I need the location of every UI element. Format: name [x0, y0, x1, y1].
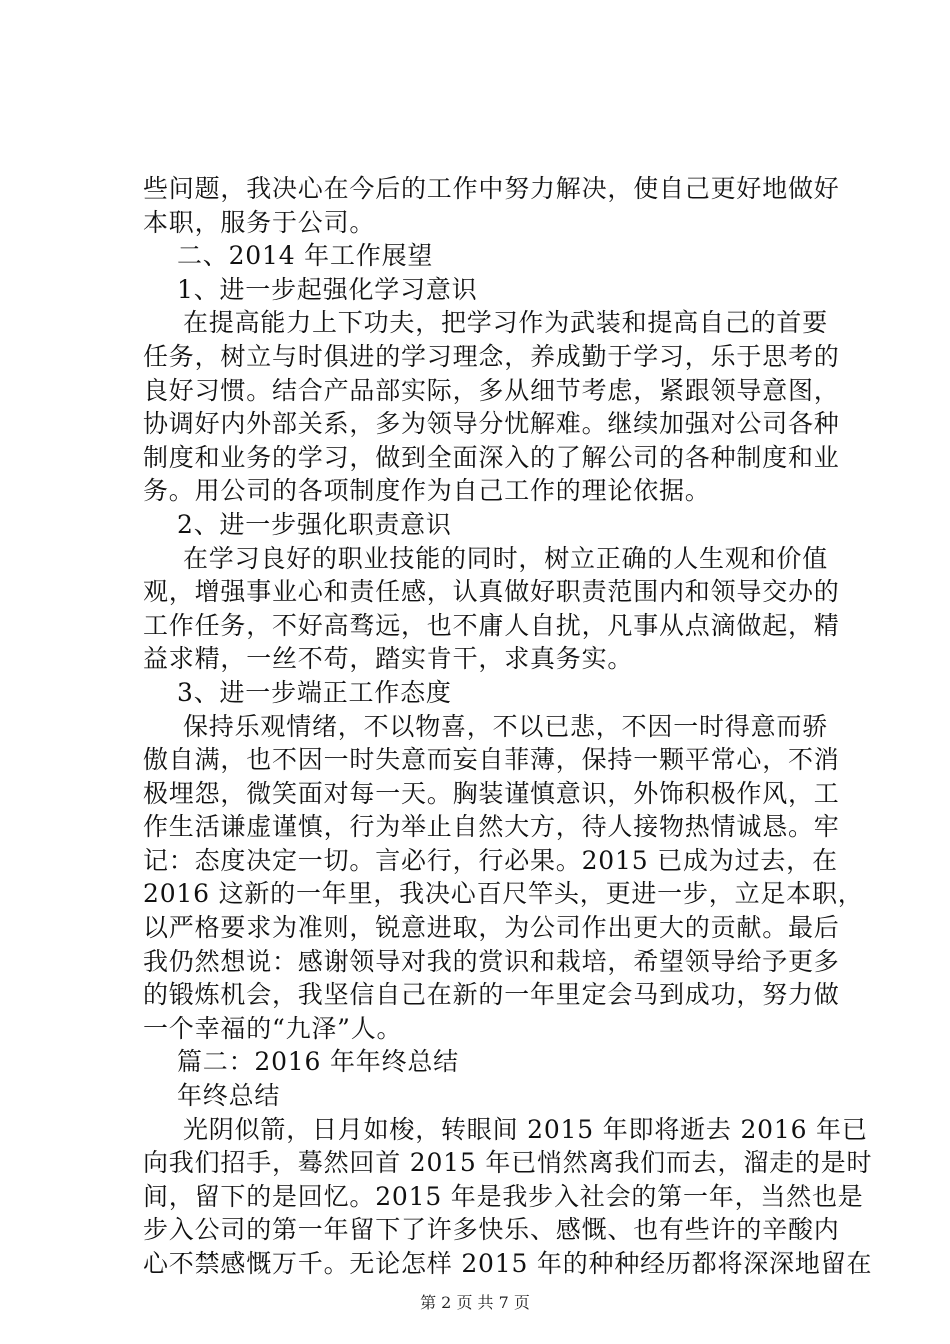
body-line: 作生活谦虚谨慎，行为举止自然大方，待人接物热情诚恳。牢: [143, 812, 840, 842]
body-line: 我仍然想说：感谢领导对我的赏识和栽培，希望领导给予更多: [143, 946, 840, 976]
page-number-footer: 第 2 页 共 7 页: [420, 1293, 530, 1312]
body-line: 一个幸福的“九泽”人。: [143, 1013, 403, 1043]
body-line: 良好习惯。结合产品部实际，多从细节考虑，紧跟领导意图，: [143, 375, 840, 405]
body-line: 步入公司的第一年留下了许多快乐、感慨、也有些许的辛酸内: [143, 1215, 840, 1245]
paragraph-first-line: 在提高能力上下功夫，把学习作为武装和提高自己的首要: [183, 308, 829, 338]
document-body: [143, 172, 873, 1281]
body-line: 以严格要求为准则，锐意进取，为公司作出更大的贡献。最后: [143, 913, 840, 943]
body-line: 心不禁感慨万千。无论怎样 2015 年的种种经历都将深深地留在: [143, 1249, 873, 1278]
body-line: 观，增强事业心和责任感，认真做好职责范围内和领导交办的: [143, 577, 840, 607]
paragraph-first-line: 光阴似箭，日月如梭，转眼间 2015 年即将逝去 2016 年已: [183, 1114, 868, 1144]
body-line: 任务，树立与时俱进的学习理念，养成勤于学习，乐于思考的: [143, 341, 840, 371]
subsection-heading: 1、进一步起强化学习意识: [177, 274, 478, 304]
body-line: 协调好内外部关系，多为领导分忧解难。继续加强对公司各种: [143, 409, 840, 439]
subsection-heading: 3、进一步端正工作态度: [177, 677, 452, 707]
body-line: 极埋怨，微笑面对每一天。胸装谨慎意识，外饰积极作风，工: [143, 778, 840, 808]
body-line: 制度和业务的学习，做到全面深入的了解公司的各种制度和业: [143, 442, 840, 472]
body-line: 工作任务，不好高骛远，也不庸人自扰，凡事从点滴做起，精: [143, 610, 840, 640]
section-heading: 二、2014 年工作展望: [177, 241, 434, 271]
paragraph-first-line: 保持乐观情绪，不以物喜，不以已悲，不因一时得意而骄: [183, 711, 829, 741]
body-line: 傲自满，也不因一时失意而妄自菲薄，保持一颗平常心，不消: [143, 745, 840, 775]
body-line: 本职，服务于公司。: [143, 207, 376, 237]
body-line: 向我们招手，蓦然回首 2015 年已悄然离我们而去，溜走的是时: [143, 1148, 873, 1178]
body-line: 记：态度决定一切。言必行，行必果。2015 已成为过去，在: [143, 845, 838, 875]
body-line: 益求精，一丝不苟，踏实肯干，求真务实。: [143, 644, 634, 674]
body-line: 2016 这新的一年里，我决心百尺竿头，更进一步，立足本职，: [143, 879, 864, 909]
body-line: 的锻炼机会，我坚信自己在新的一年里定会马到成功，努力做: [143, 980, 840, 1010]
subsection-heading: 2、进一步强化职责意识: [177, 509, 452, 539]
paragraph-first-line: 在学习良好的职业技能的同时，树立正确的人生观和价值: [183, 543, 829, 573]
article-title: 年终总结: [177, 1081, 281, 1111]
body-line: 些问题，我决心在今后的工作中努力解决，使自己更好地做好: [143, 174, 840, 203]
body-line: 间，留下的是回忆。2015 年是我步入社会的第一年，当然也是: [143, 1181, 864, 1211]
body-line: 务。用公司的各项制度作为自己工作的理论依据。: [143, 476, 711, 506]
article-heading: 篇二：2016 年年终总结: [177, 1047, 459, 1077]
